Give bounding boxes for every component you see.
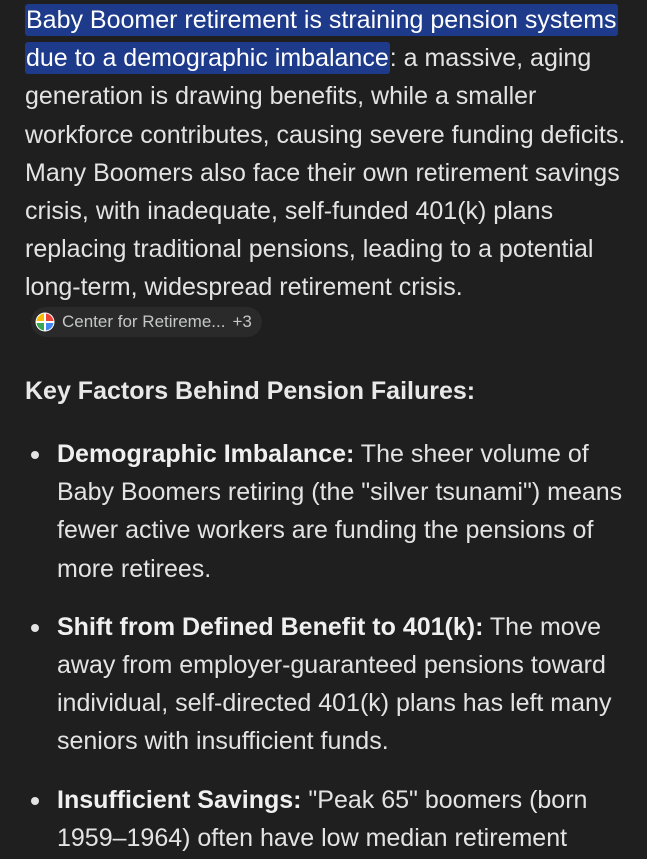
source-favicon-icon [35, 312, 55, 332]
factor-term: Demographic Imbalance: [57, 440, 355, 468]
factor-term: Shift from Defined Benefit to 401(k): [57, 612, 484, 641]
factors-list [25, 435, 635, 859]
factor-text: "Peak 65" boomers (born 1959–1964) often have low median retirement [57, 785, 588, 852]
list-item [25, 781, 635, 857]
highlighted-summary[interactable]: Baby Boomer retirement is straining pension systems due to a demographic imbalance [26, 6, 617, 73]
factor-text: The move away from employer-guaranteed pensions toward individual, self-directed 401(k) plans has left many seniors with insufficient funds. [57, 612, 612, 756]
summary-text: : a massive, aging generation is drawing benefits, while a smaller workforce contributes, causing severe funding deficits. Many Boomers also face their own retirement savings crisis, with inadequate, self-funded 401(k) plans replacing traditional pensions, leading to a potential long-term, widespread retirement crisis. [25, 44, 626, 302]
summary-paragraph [25, 0, 635, 346]
source-chip-extra: +3 [232, 311, 252, 331]
bullet-icon [31, 624, 39, 632]
factor-term: Insufficient Savings: [57, 785, 302, 814]
factor-text: The sheer volume of Baby Boomers retiring (the "silver tsunami") means fewer active workers are funding the pensions of more retirees. [57, 440, 623, 583]
list-item [25, 435, 635, 588]
source-chip-label: Center for Retireme... [62, 311, 226, 331]
section-heading: Key Factors Behind Pension Failures: [25, 377, 476, 405]
source-chip[interactable] [31, 307, 262, 337]
bullet-icon [31, 451, 39, 459]
bullet-icon [31, 797, 39, 805]
list-item [25, 608, 635, 761]
response-content [25, 0, 635, 852]
